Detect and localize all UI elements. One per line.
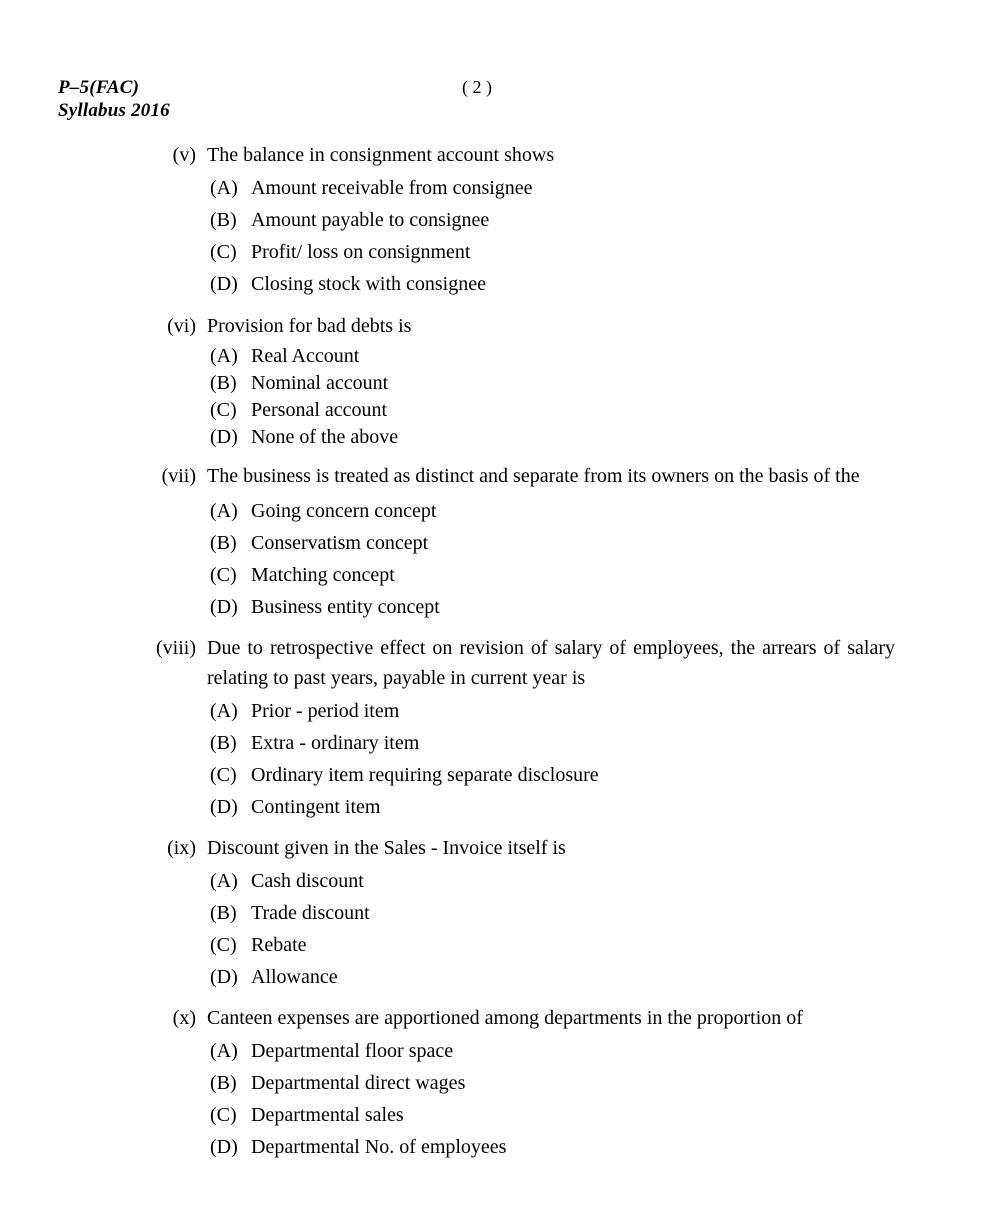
question-item: [0, 311, 991, 451]
option-letter: (D): [210, 426, 238, 448]
question-number: (vii): [161, 465, 196, 487]
question-list: [0, 140, 991, 1163]
question-number: (v): [172, 144, 196, 166]
option-letter: (C): [210, 564, 237, 586]
option-letter: (A): [210, 700, 238, 722]
option-letter: (B): [210, 532, 237, 554]
option-letter: (A): [210, 177, 238, 199]
option-text: Business entity concept: [251, 596, 440, 618]
question-text: Discount given in the Sales - Invoice itself is: [207, 837, 566, 859]
option-item[interactable]: [210, 1099, 895, 1131]
header-line-two: [58, 99, 938, 122]
option-letter: (D): [210, 273, 238, 295]
option-item[interactable]: [210, 495, 895, 527]
option-item[interactable]: [210, 865, 895, 897]
option-item[interactable]: [210, 172, 895, 204]
option-letter: (A): [210, 345, 238, 367]
option-item[interactable]: [210, 370, 895, 397]
option-letter: (C): [210, 764, 237, 786]
option-letter: (B): [210, 902, 237, 924]
question-text: Canteen expenses are apportioned among departments in the proportion of: [207, 1007, 803, 1029]
option-text: Cash discount: [251, 870, 364, 892]
option-letter: (B): [210, 1072, 237, 1094]
question-item: [0, 833, 991, 993]
option-text: None of the above: [251, 426, 399, 448]
option-letter: (B): [210, 372, 237, 394]
option-text: Trade discount: [251, 902, 370, 924]
question-item: [0, 1003, 991, 1163]
question-text: The balance in consignment account shows: [207, 144, 555, 166]
option-item[interactable]: [210, 268, 895, 300]
option-text: Ordinary item requiring separate disclosure: [251, 764, 599, 786]
question-number: (x): [172, 1007, 196, 1029]
option-letter: (A): [210, 870, 238, 892]
option-item[interactable]: [210, 397, 895, 424]
option-letter: (C): [210, 934, 237, 956]
option-item[interactable]: [210, 695, 895, 727]
question-number: (viii): [156, 637, 196, 659]
option-list: [207, 495, 895, 623]
option-text: Departmental floor space: [251, 1040, 454, 1062]
option-letter: (C): [210, 1104, 237, 1126]
option-text: Departmental sales: [251, 1104, 404, 1126]
option-letter: (D): [210, 966, 238, 988]
option-letter: (C): [210, 241, 237, 263]
option-item[interactable]: [210, 591, 895, 623]
question-item: [0, 140, 991, 300]
option-text: Rebate: [251, 934, 307, 956]
option-text: Nominal account: [251, 372, 389, 394]
option-list: [207, 695, 895, 823]
option-text: Amount payable to consignee: [251, 209, 490, 231]
option-letter: (D): [210, 596, 238, 618]
option-text: Going concern concept: [251, 500, 437, 522]
option-letter: (B): [210, 209, 237, 231]
option-text: Prior - period item: [251, 700, 400, 722]
syllabus-label: Syllabus 2016: [58, 100, 170, 121]
option-letter: (D): [210, 1136, 238, 1158]
question-text: Provision for bad debts is: [207, 315, 412, 337]
page-header: [58, 76, 938, 122]
question-number: (vi): [167, 315, 196, 337]
option-item[interactable]: [210, 343, 895, 370]
header-line-one: [58, 76, 938, 99]
option-item[interactable]: [210, 897, 895, 929]
option-item[interactable]: [210, 791, 895, 823]
option-item[interactable]: [210, 929, 895, 961]
option-item[interactable]: [210, 236, 895, 268]
option-list: [207, 172, 895, 300]
question-item: [0, 461, 991, 623]
option-text: Profit/ loss on consignment: [251, 241, 471, 263]
option-item[interactable]: [210, 759, 895, 791]
option-letter: (B): [210, 732, 237, 754]
option-item[interactable]: [210, 961, 895, 993]
option-item[interactable]: [210, 204, 895, 236]
question-text: Due to retrospective effect on revision of salary of employees, the arrears of salary relating to past years, payable in current year is: [207, 637, 895, 689]
option-text: Conservatism concept: [251, 532, 429, 554]
page-number: ( 2 ): [462, 77, 492, 97]
option-letter: (A): [210, 500, 238, 522]
option-list: [207, 343, 895, 451]
option-item[interactable]: [210, 559, 895, 591]
option-text: Contingent item: [251, 796, 381, 818]
option-text: Matching concept: [251, 564, 395, 586]
option-item[interactable]: [210, 1035, 895, 1067]
option-text: Extra - ordinary item: [251, 732, 420, 754]
option-text: Amount receivable from consignee: [251, 177, 533, 199]
question-text: The business is treated as distinct and separate from its owners on the basis of the: [207, 465, 860, 487]
paper-code: P–5(FAC): [58, 77, 140, 98]
option-text: Personal account: [251, 399, 388, 421]
option-letter: (A): [210, 1040, 238, 1062]
option-item[interactable]: [210, 1067, 895, 1099]
option-letter: (D): [210, 796, 238, 818]
option-text: Closing stock with consignee: [251, 273, 486, 295]
question-item: [0, 633, 991, 823]
option-text: Real Account: [251, 345, 360, 367]
option-letter: (C): [210, 399, 237, 421]
option-item[interactable]: [210, 527, 895, 559]
option-text: Allowance: [251, 966, 338, 988]
option-list: [207, 865, 895, 993]
option-text: Departmental direct wages: [251, 1072, 466, 1094]
option-item[interactable]: [210, 1131, 895, 1163]
option-item[interactable]: [210, 424, 895, 451]
question-number: (ix): [167, 837, 196, 859]
option-text: Departmental No. of employees: [251, 1136, 507, 1158]
option-item[interactable]: [210, 727, 895, 759]
option-list: [207, 1035, 895, 1163]
